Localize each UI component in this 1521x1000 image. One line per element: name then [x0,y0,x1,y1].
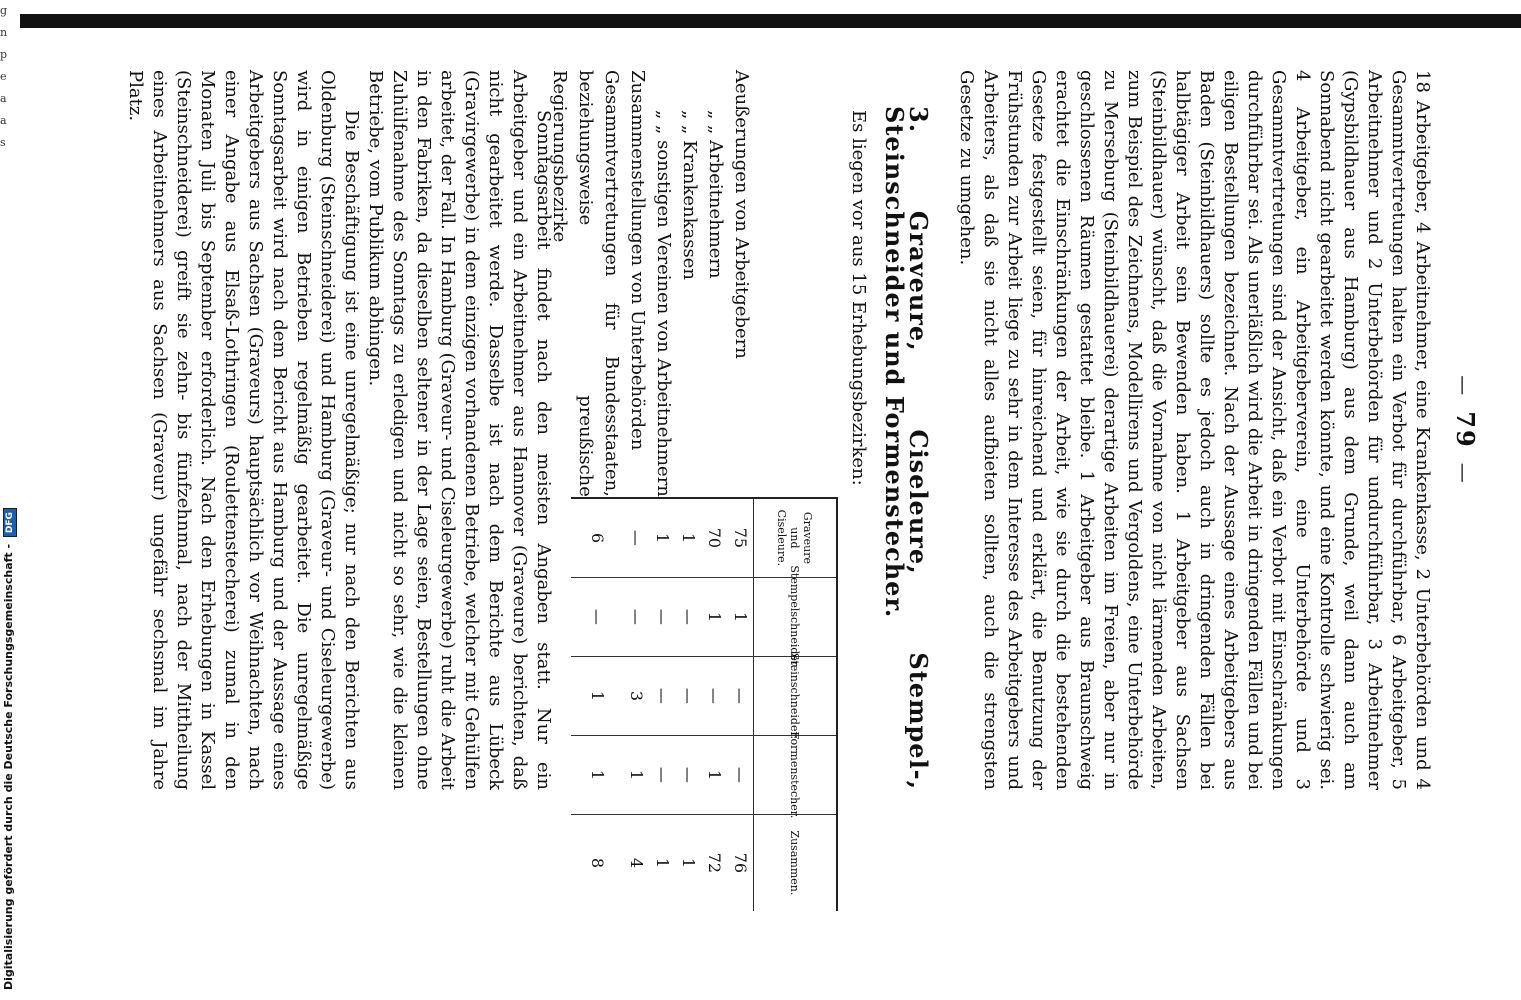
column-header: Stempelschneider. [753,578,836,656]
edge-fragment: a [0,114,7,127]
column-header: Steinschneider. [753,657,836,735]
edge-fragment: e [0,70,7,83]
statistics-table [549,70,838,896]
row-label: Gesammtvertretungen für Bundesstaaten, beziehungsweise preußische Regierungsbezirke [549,70,622,497]
section-heading: 3. Graveure, Ciseleure, Stempel-, Steinschneider und Formenstecher. [880,106,933,790]
table-cell: 75 [731,527,750,549]
column-zusammen [571,815,836,911]
table-cell: 6 [588,532,607,543]
dfg-logo: DFG [3,508,17,537]
table-cell: — [679,608,698,625]
column-header: Zusammen. [753,815,836,911]
column-header: Graveure und Ciseleure. [753,499,836,577]
edge-fragment: g [0,4,8,17]
table-cell: 1 [653,857,672,868]
table-cell: 1 [627,769,646,780]
page-number: 79 [1451,411,1480,449]
table-cell: 1 [679,532,698,543]
edge-fragment: a [0,92,7,105]
table-cell: — [731,766,750,783]
table-cell: 1 [705,611,724,622]
table-cell: 70 [705,527,724,549]
page-number-line [1451,70,1480,790]
opening-paragraph: 18 Arbeitgeber, 4 Arbeitnehmer, eine Krankenkasse, 2 Unterbehörden und 4 Gesammtvertretungen halten ein Verbot für durchführbar, 6 Arbeitgeber, 5 Arbeitnehmer und 2 Unterbehörden für undurchführbar, 3 Arbeitnehmer (Gypsbildhauer aus Hamburg) aus dem Grunde, weil dann auch am Sonnabend nicht gearbeitet werden könnte, und eine Kontrolle schwierig sei. 4 Arbeitgeber, ein Arbeitgeberverein, eine Unterbehörde und 3 Gesammtvertretungen sind der Ansicht, daß ein Verbot mit Einschränkungen durchführbar sei. Als unerläßlich wird die Arbeit in dringenden Fällen und bei eiligen Bestellungen bezeichnet. Nach der Aussage eines Arbeitgebers aus Baden (Steinbildhauers) sollte es jedoch auch in dringenden Fällen bei halbtägiger Arbeit sein Bewenden haben. 1 Arbeitgeber aus Sachsen (Steinbildhauer) wünscht, daß die Vornahme von nicht lärmenden Arbeiten, zum Beispiel des Zeichnens, Modellirens und Vergoldens, eine Unterbehörde zu Merseburg (Steinbildhauerei) derartige Arbeiten im Freien, aber nur in geschlossenen Räumen gestattet bleibe. 1 Arbeitgeber aus Braunschweig erachtet die Einschränkungen der Arbeit, wie sie durch die bestehenden Gesetze festgestellt seien, für hinreichend und erklärt, die Benutzung der Frühstunden zur Arbeit liege zu sehr in dem Interesse des Arbeitgebers und Arbeiters, als daß sie nicht alles aufbieten sollten, auch die strengsten Gesetze zu umgehen. [956,70,1433,790]
table-cell: 4 [627,857,646,868]
row-label: Zusammenstellungen von Unterbehörden [627,70,648,451]
table-cell: 76 [731,852,750,874]
column-formenstecher [571,731,836,819]
table-cell: 1 [588,769,607,780]
body-paragraph: Die Beschäftigung ist eine unregelmäßige; nur nach den Berichten aus Oldenburg (Steinschneiderei) und Hamburg (Graveur- und Ciseleurgewerbe) wird in einigen Betrieben regelmäßig gearbeitet. Die unregelmäßige Sonntagsarbeit wird nach dem Bericht aus Hamburg und der Aussage eines Arbeitgebers aus Sachsen (Graveurs) hauptsächlich vor Weihnachten, nach einer Angabe aus Elsaß-Lothringen (Roulettenstecherei) zumal in den Monaten Juli bis September erforderlich. Nach den Erhebungen in Kassel (Steinschneiderei) greift sie zehn- bis fünfzehnmal, nach der Mittheilung eines Arbeitnehmers aus Sachsen (Graveur) ungefähr sechsmal im Jahre Platz. [125,70,362,790]
row-label: „ „ Krankenkassen [679,110,700,280]
row-label: Aeußerungen von Arbeitgebern [731,70,752,359]
table-cell: — [705,687,724,704]
table-cell: — [653,766,672,783]
table-cell: 72 [705,852,724,874]
edge-fragment: n [0,26,8,39]
table-cell: — [731,687,750,704]
table-cell: 1 [705,769,724,780]
table-cell: — [653,687,672,704]
table-cell: — [653,608,672,625]
column-steinschneider [571,652,836,739]
table-cell: 8 [588,857,607,868]
table-cell: 1 [731,611,750,622]
row-label: „ „ sonstigen Vereinen von Arbeitnehmern [653,110,674,497]
scan-binding-bar [20,14,1521,28]
table-cell: 1 [679,857,698,868]
table-cell: — [679,687,698,704]
table-cell: — [627,608,646,625]
table-cell: — [679,766,698,783]
table-cell: — [588,608,607,625]
table-data-columns [571,497,838,911]
table-row-labels [549,70,838,497]
table-cell: — [627,529,646,546]
row-label: „ „ Arbeitnehmern [705,110,726,279]
edge-fragment: p [0,48,8,61]
edge-fragment: s [0,136,6,149]
digitization-credit [2,0,17,990]
table-cell: 3 [627,690,646,701]
page-number-dash: — [1452,375,1476,398]
body-paragraph: Sonntagsarbeit findet nach den meisten Angaben statt. Nur ein Arbeitgeber und ein Arbeitnehmer aus Hannover (Graveure) berichten, daß nicht gearbeitet werde. Dasselbe ist nach dem Berichte aus Lübeck (Gravirgewerbe) in dem einzigen vorhandenen Betriebe, welcher mit Gehülfen arbeitet, der Fall. In Hamburg (Graveur- und Ciseleurgewerbe) ruht die Arbeit in den Fabriken, da dieselben seltener in der Lage seien, Bestellungen ohne Zuhülfenahme des Sonntags zu erledigen und nicht so sehr, wie die kleinen Betriebe, vom Publikum abhingen. [365,70,554,790]
scanned-page [67,70,1480,896]
column-stempelschneider [571,565,836,669]
table-intro: Es liegen vor aus 15 Erhebungsbezirken: [848,110,869,486]
table-cell: 1 [653,532,672,543]
column-header: Formenstecher. [753,736,836,814]
credit-text: Digitalisierung gefördert durch die Deutsche Forschungsgemeinschaft - [2,543,15,990]
page-number-dash: — [1452,462,1476,485]
table-cell: 1 [588,690,607,701]
